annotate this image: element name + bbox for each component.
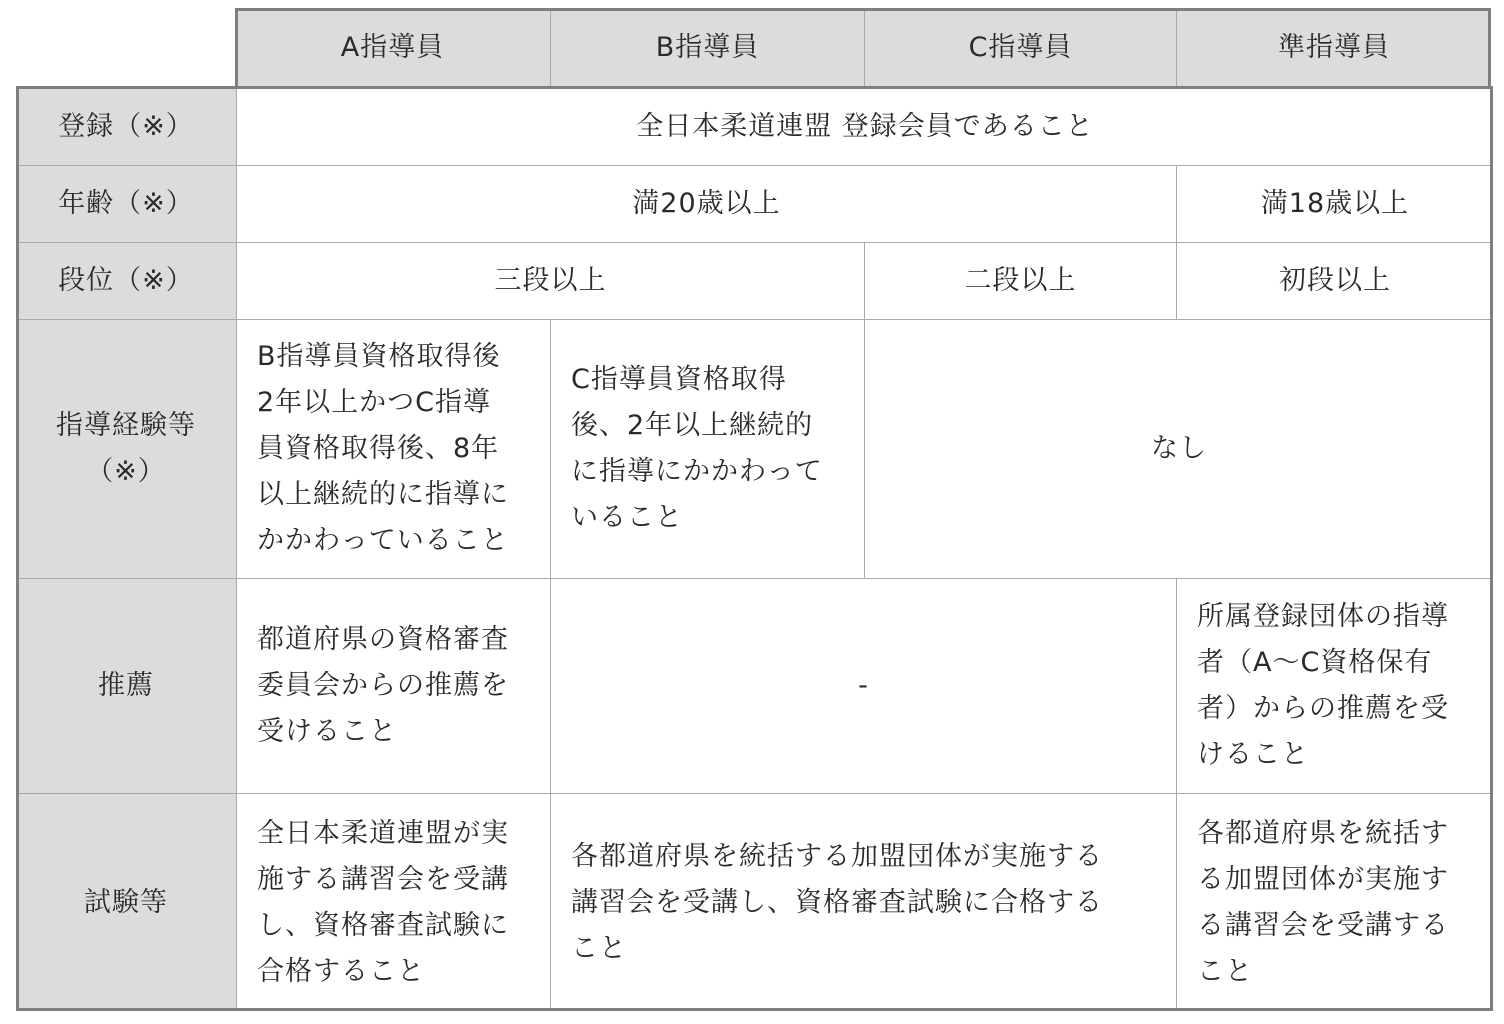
recommendation-sub-text: 所属登録団体の指導 者（A〜C資格保有 者）からの推薦を受 けること (1197, 601, 1449, 770)
age-abc (237, 166, 1177, 243)
row-header-recommendation (16, 579, 237, 794)
dan-ab (237, 243, 865, 320)
recommendation-a-text: 都道府県の資格審査 委員会からの推薦を 受けること (257, 624, 509, 747)
recommendation-label: 推薦 (98, 670, 154, 701)
exam-bc-text: 各都道府県を統括する加盟団体が実施する 講習会を受講し、資格審査試験に合格する こと (571, 840, 1103, 964)
header-sub-label: 準指導員 (1278, 31, 1390, 63)
header-c-label: C指導員 (968, 31, 1073, 63)
exam-a-text: 全日本柔道連盟が実 施する講習会を受講 し、資格審査試験に 合格すること (257, 817, 509, 987)
exam-sub-text: 各都道府県を統括す る加盟団体が実施す る講習会を受講する こと (1197, 817, 1449, 987)
dan-c-text: 二段以上 (964, 265, 1077, 296)
recommendation-sub (1177, 579, 1493, 794)
row-header-registration (16, 88, 237, 166)
experience-csub-text: なし (1151, 433, 1207, 464)
header-b-instructor (551, 8, 865, 88)
experience-c-sub (865, 320, 1493, 579)
experience-a-text: B指導員資格取得後 2年以上かつC指導 員資格取得後、8年 以上継続的に指導に かかわっていること (257, 341, 509, 556)
exam-label: 試験等 (84, 886, 168, 918)
registration-all-text: 全日本柔道連盟 登録会員であること (636, 110, 1094, 142)
registration-label: 登録（※） (58, 110, 194, 142)
dan-sub-text: 初段以上 (1279, 265, 1391, 296)
exam-bc (551, 794, 1177, 1011)
row-header-exam (16, 794, 237, 1011)
age-sub-text: 満18歳以上 (1260, 188, 1410, 219)
row-header-dan (16, 243, 237, 320)
age-abc-text: 満20歳以上 (632, 188, 781, 219)
experience-b-text: C指導員資格取得 後、2年以上継続的 に指導にかかわって いること (571, 364, 823, 533)
experience-label: 指導経験等 （※） (56, 410, 196, 487)
dan-label: 段位（※） (58, 265, 194, 296)
header-sub-instructor (1177, 8, 1491, 88)
header-c-instructor (865, 8, 1177, 88)
recommendation-bc-text: - (858, 670, 869, 701)
recommendation-bc (551, 579, 1177, 794)
registration-all (237, 88, 1493, 166)
exam-a (237, 794, 551, 1011)
recommendation-a (237, 579, 551, 794)
row-header-age (16, 166, 237, 243)
exam-sub (1177, 794, 1493, 1011)
dan-c (865, 243, 1177, 320)
header-a-instructor (235, 8, 551, 88)
header-a-label: A指導員 (340, 31, 445, 63)
header-b-label: B指導員 (655, 31, 760, 63)
dan-sub (1177, 243, 1493, 320)
experience-b (551, 320, 865, 579)
row-header-experience (16, 320, 237, 579)
age-label: 年齢（※） (58, 188, 194, 219)
age-sub (1177, 166, 1493, 243)
experience-a (237, 320, 551, 579)
dan-ab-text: 三段以上 (494, 265, 607, 296)
